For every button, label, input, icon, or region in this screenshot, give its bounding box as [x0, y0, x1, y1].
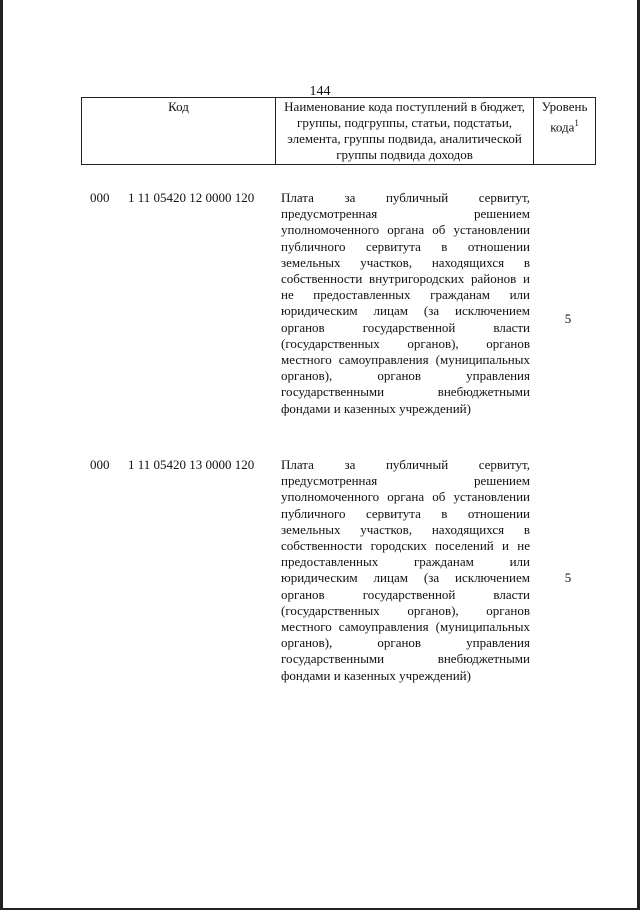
revenue-level: 5 [564, 570, 572, 585]
header-level-label: Уровень кода [541, 99, 588, 135]
revenue-description: Плата за публичный сервитут, предусмотренная решением уполномоченного органа об установлении публичного сервитута в отношении земельных участков, находящихся в собственности внутригородских районов и не предоставленных гражданам или юридическим лицам (за исключением органов государственной власти (государственных органов), органов местного самоуправления (муниципальных органов), органов управления государственными внебюджетными фондами и казенных учреждений) [281, 190, 530, 416]
admin-code: 000 [90, 457, 110, 472]
revenue-level: 5 [564, 311, 572, 326]
table-header [81, 97, 596, 165]
budget-code [90, 457, 254, 473]
admin-code: 000 [90, 190, 110, 205]
page-number: 144 [309, 84, 331, 99]
header-name: Наименование кода поступлений в бюджет, группы, подгруппы, статьи, подстатьи, элемента, группы подвида, аналитической группы подвида доходов [276, 98, 534, 165]
revenue-code: 1 11 05420 12 0000 120 [128, 190, 255, 205]
header-level [534, 98, 596, 165]
budget-code [90, 190, 254, 206]
footnote-marker: 1 [574, 118, 579, 128]
revenue-description: Плата за публичный сервитут, предусмотренная решением уполномоченного органа об установлении публичного сервитута в отношении земельных участков, находящихся в собственности городских поселений и не предоставленных гражданам или юридическим лицам (за исключением органов государственной власти (государственных органов), органов местного самоуправления (муниципальных органов), органов управления государственными внебюджетными фондами и казенных учреждений) [281, 457, 530, 683]
revenue-code: 1 11 05420 13 0000 120 [128, 457, 255, 472]
header-code: Код [82, 98, 276, 165]
